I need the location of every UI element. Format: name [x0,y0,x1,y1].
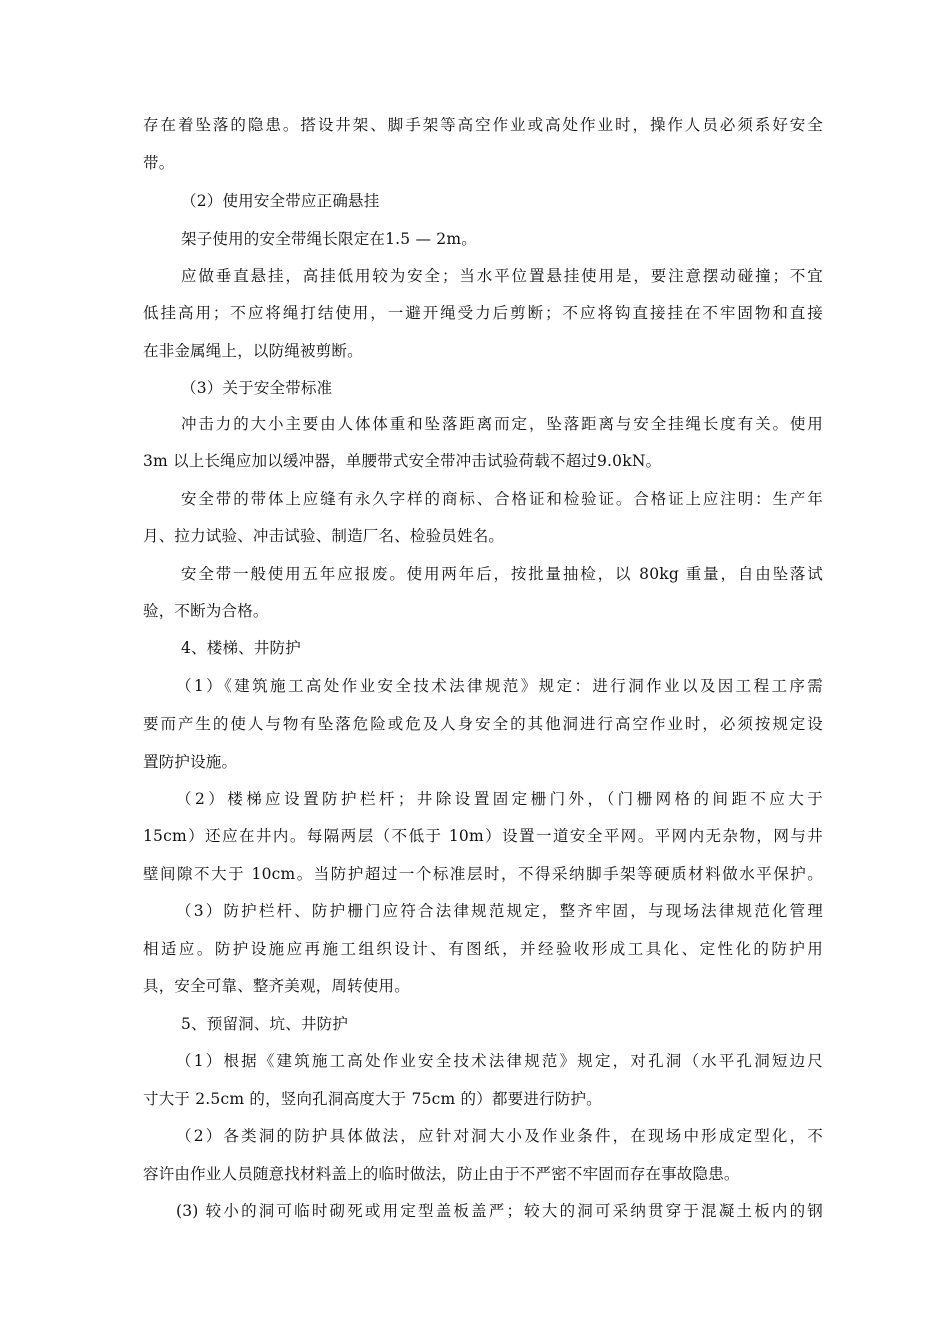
text-line: （3）防护栏杆、防护栅门应符合法律规范规定，整齐牢固，与现场法律规范化管理 [176,902,823,920]
text-line: 应做垂直悬挂，高挂低用较为安全；当水平位置悬挂使用是，要注意摆动碰撞；不宜 [181,267,823,285]
text-line: （1）《建筑施工高处作业安全技术法律规范》规定：进行洞作业以及因工程工序需 [176,677,823,695]
text-line: 月、拉力试验、冲击试验、制造厂名、检验员姓名。 [143,527,505,545]
text-line: （2）各类洞的防护具体做法，应针对洞大小及作业条件，在现场中形成定型化，不 [176,1127,823,1145]
text-line: 容许由作业人员随意找材料盖上的临时做法，防止由于不严密不牢固而存在事故隐患。 [143,1165,740,1183]
text-line: 安全带一般使用五年应报废。使用两年后，按批量抽检，以 80kg 重量，自由坠落试 [181,565,823,583]
text-line: 3m 以上长绳应加以缓冲器，单腰带式安全带冲击试验荷载不超过9.0kN。 [143,452,662,470]
text-line: 寸大于 2.5cm 的，竖向孔洞高度大于 75cm 的）都要进行防护。 [143,1090,602,1108]
text-line: 15cm）还应在井内。每隔两层（不低于 10m）设置一道安全平网。平网内无杂物，网与井 [143,827,823,845]
text-line: 具，安全可靠、整齐美观，周转使用。 [143,977,410,995]
text-line: 验，不断为合格。 [143,602,269,620]
text-line: 要而产生的使人与物有坠落危险或危及人身安全的其他洞进行高空作业时，必须按规定设 [143,715,823,733]
section-heading: 4、楼梯、井防护 [181,639,301,657]
text-line: （2）楼梯应设置防护栏杆；井除设置固定栅门外，（门栅网格的间距不应大于 [176,790,823,808]
text-line: （1）根据《建筑施工高处作业安全技术法律规范》规定，对孔洞（水平孔洞短边尺 [176,1052,823,1070]
text-line: 存在着坠落的隐患。搭设井架、脚手架等高空作业或高处作业时，操作人员必须系好安全 [143,116,823,134]
section-heading: （3）关于安全带标准 [181,379,333,397]
text-line: 相适应。防护设施应再施工组织设计、有图纸，并经验收形成工具化、定性化的防护用 [143,940,823,958]
text-line: 在非金属绳上，以防绳被剪断。 [143,342,363,360]
text-line: 安全带的带体上应缝有永久字样的商标、合格证和检验证。合格证上应注明：生产年 [181,490,823,508]
text-line: 架子使用的安全带绳长限定在1.5 — 2m。 [181,230,477,248]
text-line: 壁间隙不大于 10cm。当防护超过一个标准层时，不得采纳脚手架等硬质材料做水平保护。 [143,865,823,883]
text-line: 置防护设施。 [143,753,238,771]
section-heading: 5、预留洞、坑、井防护 [181,1015,349,1033]
text-line: 低挂高用；不应将绳打结使用，一避开绳受力后剪断；不应将钩直接挂在不牢固物和直接 [143,304,823,322]
text-line: (3) 较小的洞可临时砌死或用定型盖板盖严；较大的洞可采纳贯穿于混凝土板内的钢 [176,1202,823,1220]
text-line: 冲击力的大小主要由人体体重和坠落距离而定，坠落距离与安全挂绳长度有关。使用 [181,415,823,433]
text-line: 带。 [143,154,175,172]
section-heading: （2）使用安全带应正确悬挂 [181,192,380,210]
